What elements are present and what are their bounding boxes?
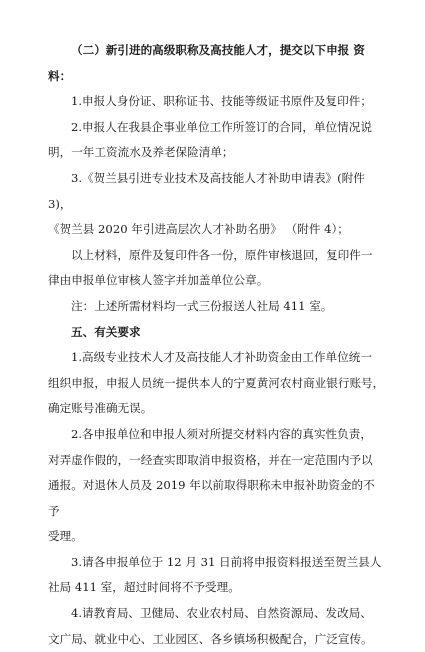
copies-note: 注：上述所需材料均一式三份报送人社局 411 室。: [71, 298, 333, 313]
section-5-title: 五、有关要求: [71, 324, 141, 339]
req-4-line1: 4.请教育局、卫健局、农业农村局、自然资源局、发改局、: [71, 606, 372, 621]
req-1-line1: 1.高级专业技术人才及高技能人才补助资金由工作单位统一: [71, 350, 372, 365]
req-2-line4: 受理。: [48, 529, 83, 544]
materials-note-line1: 以上材料，原件及复印件各一份，原件审核退回，复印件一: [71, 247, 373, 262]
item-3-line1: 3.《贺兰县引进专业技术及高技能人才补助申请表》(附件 3)，: [48, 170, 365, 211]
item-2-line1: 2.申报人在我县企事业单位工作所签订的合同，单位情况说: [71, 119, 372, 134]
item-1: 1.申报人身份证、职称证书、技能等级证书原件及复印件；: [71, 94, 372, 109]
req-3-line1: 3.请各申报单位于 12 月 31 日前将申报资料报送至贺兰县人: [71, 554, 382, 569]
materials-note-line2: 律由申报单位审核人签字并加盖单位公章。: [48, 273, 269, 288]
req-1-line2: 组织申报，申报人员统一提供本人的宁夏黄河农村商业银行账号，: [48, 375, 385, 390]
item-3-line2: 《贺兰县 2020 年引进高层次人才补助名册》 （附件 4）；: [48, 222, 349, 237]
req-1-line3: 确定账号准确无误。: [48, 401, 153, 416]
subsection-heading-line1: （二）新引进的高级职称及高技能人才，提交以下申报 资: [71, 43, 365, 57]
req-2-line2: 对弄虚作假的，一经查实即取消申报资格，并在一定范围内予以: [48, 452, 373, 467]
req-3-line2: 社局 411 室，超过时间将不予受理。: [48, 580, 240, 595]
req-2-line1: 2.各申报单位和申报人须对所提交材料内容的真实性负责，: [71, 426, 372, 441]
subsection-heading-line2: 料：: [48, 68, 72, 83]
req-4-line2: 文广局、就业中心、工业园区、各乡镇场积极配合，广泛宣传。: [48, 631, 373, 646]
req-2-line3: 通报。对退休人员及 2019 年以前取得职称未申报补助资金的不予: [48, 478, 375, 518]
item-2-line2: 明，一年工资流水及养老保险清单；: [48, 145, 234, 160]
